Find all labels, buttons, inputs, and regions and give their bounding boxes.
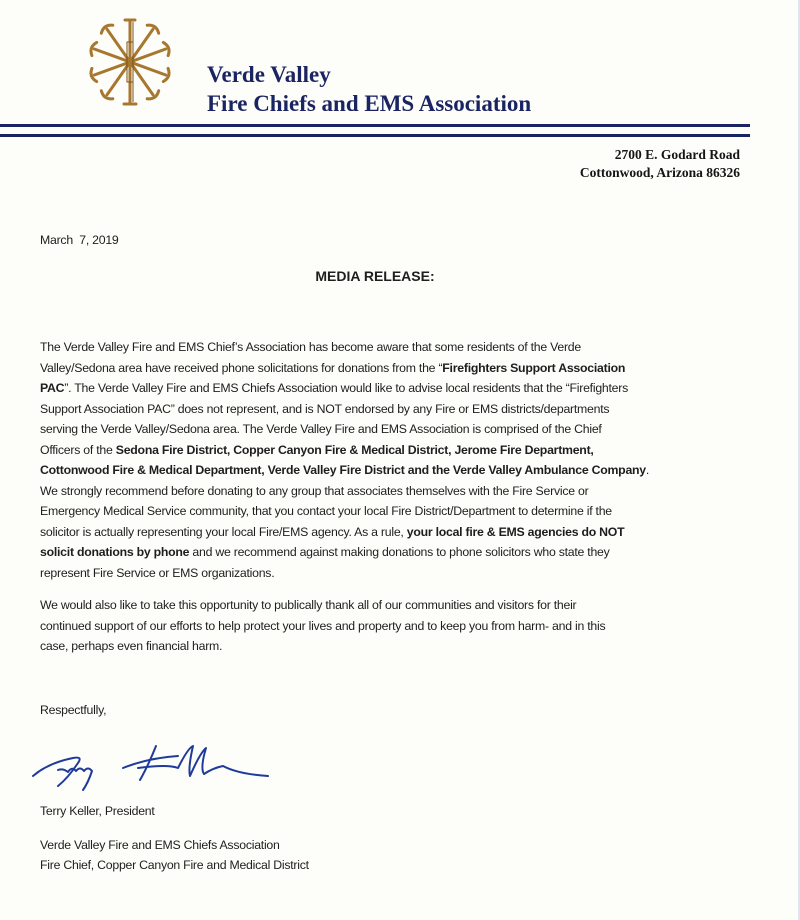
- bold-text: your local fire & EMS agencies do NOT: [406, 524, 625, 539]
- text-segment: represent Fire Service or EMS organizations.: [40, 566, 275, 581]
- text-line: [40, 616, 605, 637]
- text-segment: serving the Verde Valley/Sedona area. The Verde Valley Fire and EMS Association is comprised of the Chief: [40, 422, 602, 437]
- bold-text: Cottonwood Fire & Medical Department, Verde Valley Fire District and the Verde Valley Ambulance Company: [40, 463, 646, 478]
- signatory-org: Verde Valley Fire and EMS Chiefs Association: [40, 838, 280, 852]
- closing: Respectfully,: [40, 703, 107, 717]
- bold-text: PAC: [40, 381, 65, 396]
- header-rule-top: [0, 124, 750, 127]
- text-segment: We would also like to take this opportunity to publically thank all of our communities and visitors for their: [40, 598, 577, 612]
- address-city: Cottonwood, Arizona 86326: [579, 165, 740, 180]
- text-segment: .: [645, 463, 650, 478]
- text-segment: The Verde Valley Fire and EMS Chief’s Association has become aware that some residents of the Verde: [40, 340, 581, 354]
- text-segment: Support Association PAC” does not represent, and is NOT endorsed by any Fire or EMS districts/departments: [40, 401, 610, 416]
- text-line: [40, 542, 649, 563]
- text-segment: Emergency Medical Service community, that you contact your local Fire District/Department to determine if the: [40, 504, 612, 519]
- bold-text: Sedona Fire District, Copper Canyon Fire & Medical District, Jerome Fire Department,: [115, 442, 594, 457]
- address-street: 2700 E. Godard Road: [614, 147, 740, 162]
- signatory-name: Terry Keller, President: [40, 804, 155, 818]
- text-segment: case, perhaps even financial harm.: [40, 639, 223, 654]
- signatory-role: Fire Chief, Copper Canyon Fire and Medical District: [40, 858, 309, 872]
- bold-text: solicit donations by phone: [40, 545, 190, 560]
- text-line: [40, 522, 649, 543]
- body-paragraph-1: [40, 337, 649, 584]
- text-line: [40, 440, 649, 461]
- org-name-line2: Fire Chiefs and EMS Association: [207, 91, 532, 116]
- body-paragraph-2: [40, 595, 605, 657]
- signature: [28, 738, 278, 793]
- text-line: [40, 460, 649, 481]
- text-line: [40, 636, 605, 657]
- text-segment: We strongly recommend before donating to any group that associates themselves with the Fire Service or: [40, 483, 589, 498]
- text-segment: solicitor is actually representing your local Fire/EMS agency. As a rule,: [40, 524, 407, 539]
- text-segment: ”. The Verde Valley Fire and EMS Chiefs Association would like to advise local residents that the “Firefighters: [64, 381, 629, 396]
- text-segment: Valley/Sedona area have received phone solicitations for donations from the “: [40, 360, 443, 375]
- text-segment: Officers of the: [40, 442, 116, 457]
- text-line: [40, 337, 649, 358]
- text-line: [40, 358, 649, 379]
- media-release-heading: MEDIA RELEASE:: [315, 268, 435, 284]
- release-date: March 7, 2019: [40, 233, 119, 247]
- text-line: [40, 595, 605, 616]
- text-segment: and we recommend against making donations to phone solicitors who state they: [189, 545, 610, 560]
- text-line: [40, 378, 649, 399]
- crossed-fire-trumpets-icon: [80, 12, 180, 112]
- org-name-line1: Verde Valley: [207, 62, 331, 87]
- text-line: [40, 563, 649, 584]
- text-line: [40, 399, 649, 420]
- header-rule-bottom: [0, 134, 750, 137]
- text-segment: continued support of our efforts to help protect your lives and property and to keep you from harm- and in this: [40, 618, 606, 633]
- text-line: [40, 481, 649, 502]
- text-line: [40, 501, 649, 522]
- text-line: [40, 419, 649, 440]
- bold-text: Firefighters Support Association: [442, 360, 626, 375]
